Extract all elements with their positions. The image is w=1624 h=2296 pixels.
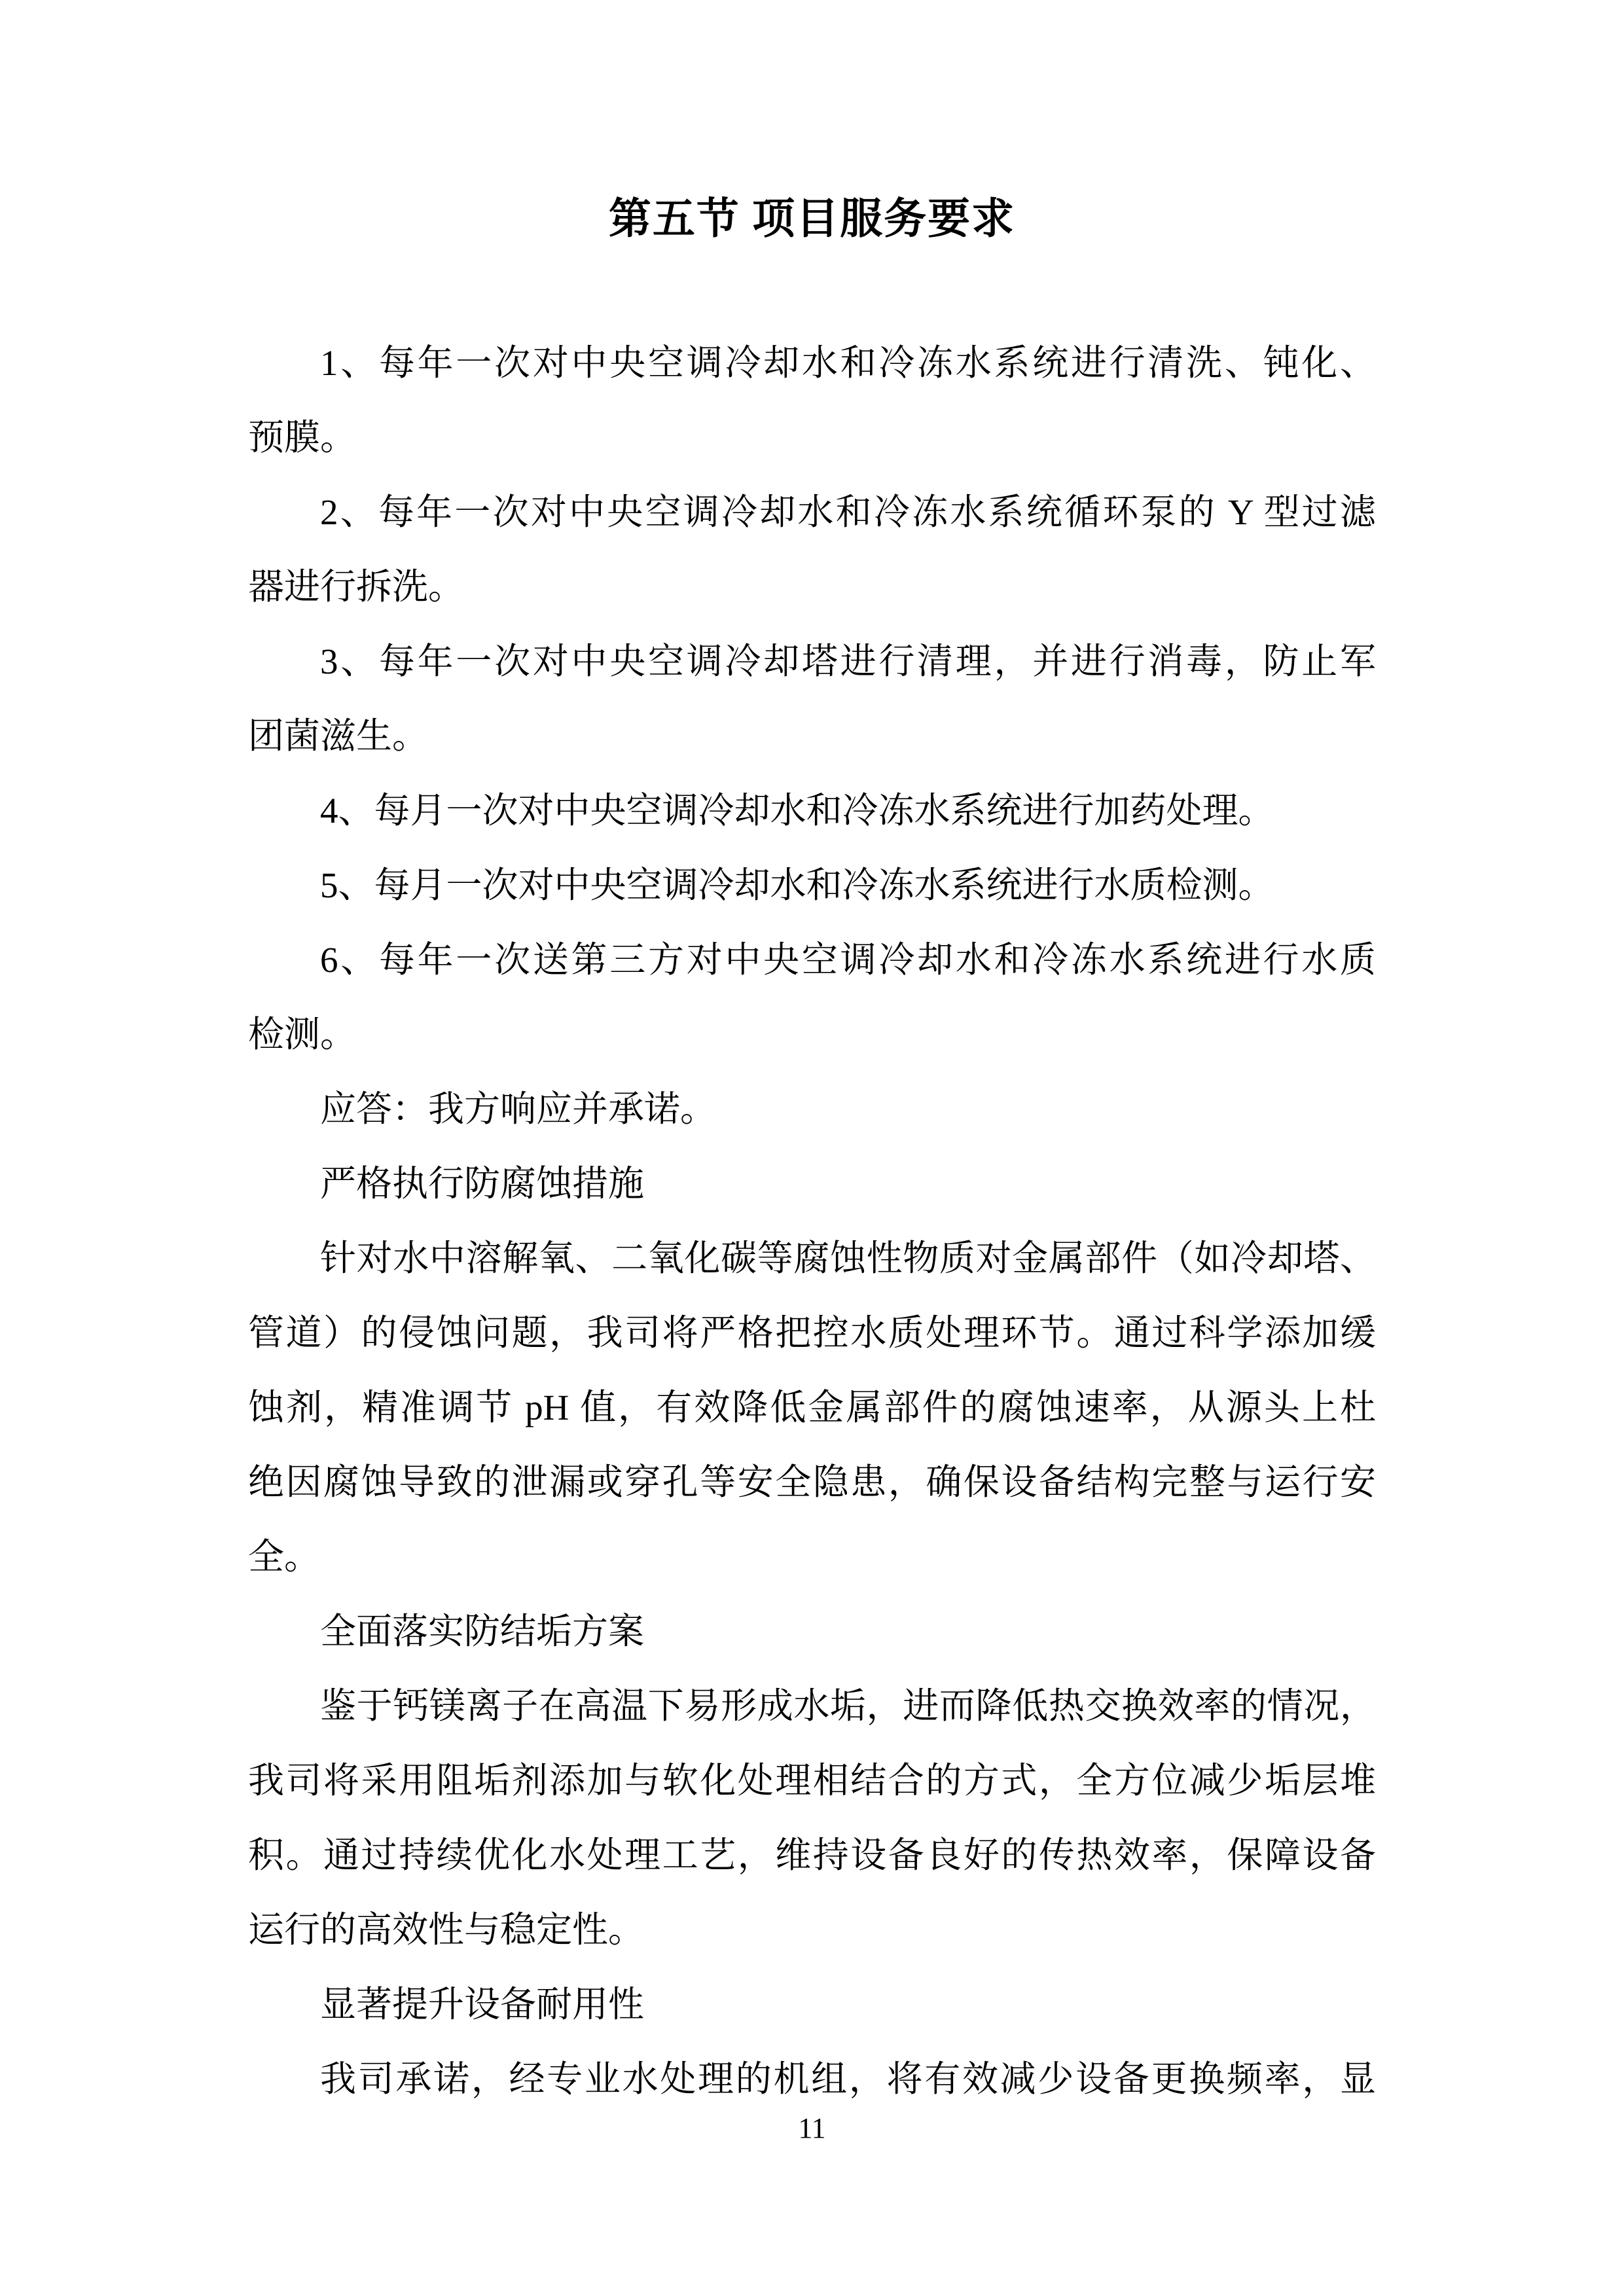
text-line: 4、每月一次对中央空调冷却水和冷冻水系统进行加药处理。 [320, 791, 1274, 831]
text-line: 3、每年一次对中央空调冷却塔进行清理，并进行消毒，防止军 [320, 641, 1376, 681]
text-line: 预膜。 [248, 418, 357, 457]
paragraph [248, 475, 1376, 624]
text-line: 全。 [248, 1537, 321, 1577]
text-line: 针对水中溶解氧、二氧化碳等腐蚀性物质对金属部件（如冷却塔、 [320, 1238, 1376, 1278]
paragraph [248, 624, 1376, 774]
text-line: 全面落实防结垢方案 [320, 1611, 645, 1651]
text-line: 器进行拆洗。 [248, 567, 465, 607]
page-number: 11 [798, 2112, 826, 2144]
paragraph [248, 848, 1376, 923]
document-body [248, 326, 1376, 2117]
text-line: 积。通过持续优化水处理工艺，维持设备良好的传热效率，保障设备 [248, 1835, 1376, 1875]
paragraph [248, 1594, 1376, 1669]
text-line: 蚀剂，精准调节 pH 值，有效降低金属部件的腐蚀速率，从源头上杜 [248, 1388, 1376, 1427]
paragraph [248, 1072, 1376, 1147]
text-line: 我司将采用阻垢剂添加与软化处理相结合的方式，全方位减少垢层堆 [248, 1761, 1376, 1801]
text-line: 鉴于钙镁离子在高温下易形成水垢，进而降低热交换效率的情况， [320, 1686, 1376, 1726]
text-line: 团菌滋生。 [248, 716, 429, 756]
paragraph [248, 1147, 1376, 1221]
paragraph [248, 2042, 1376, 2117]
section-title: 第五节 项目服务要求 [608, 196, 1016, 243]
paragraph [248, 774, 1376, 848]
text-line: 绝因腐蚀导致的泄漏或穿孔等安全隐患，确保设备结构完整与运行安 [248, 1462, 1376, 1502]
paragraph [248, 923, 1376, 1072]
text-line: 管道）的侵蚀问题，我司将严格把控水质处理环节。通过科学添加缓 [248, 1313, 1376, 1353]
paragraph [248, 1669, 1376, 1967]
text-line: 2、每年一次对中央空调冷却水和冷冻水系统循环泵的 Y 型过滤 [320, 492, 1376, 532]
text-line: 我司承诺，经专业水处理的机组，将有效减少设备更换频率，显 [320, 2059, 1376, 2099]
text-line: 检测。 [248, 1014, 357, 1054]
paragraph [248, 326, 1376, 475]
paragraph [248, 1221, 1376, 1594]
text-line: 6、每年一次送第三方对中央空调冷却水和冷冻水系统进行水质 [320, 940, 1376, 980]
text-line: 运行的高效性与稳定性。 [248, 1910, 645, 1950]
paragraph [248, 1967, 1376, 2042]
text-line: 1、每年一次对中央空调冷却水和冷冻水系统进行清洗、钝化、 [320, 343, 1376, 383]
text-line: 严格执行防腐蚀措施 [320, 1164, 645, 1204]
text-line: 显著提升设备耐用性 [320, 1984, 645, 2024]
text-line: 应答：我方响应并承诺。 [320, 1089, 717, 1129]
text-line: 5、每月一次对中央空调冷却水和冷冻水系统进行水质检测。 [320, 865, 1274, 905]
